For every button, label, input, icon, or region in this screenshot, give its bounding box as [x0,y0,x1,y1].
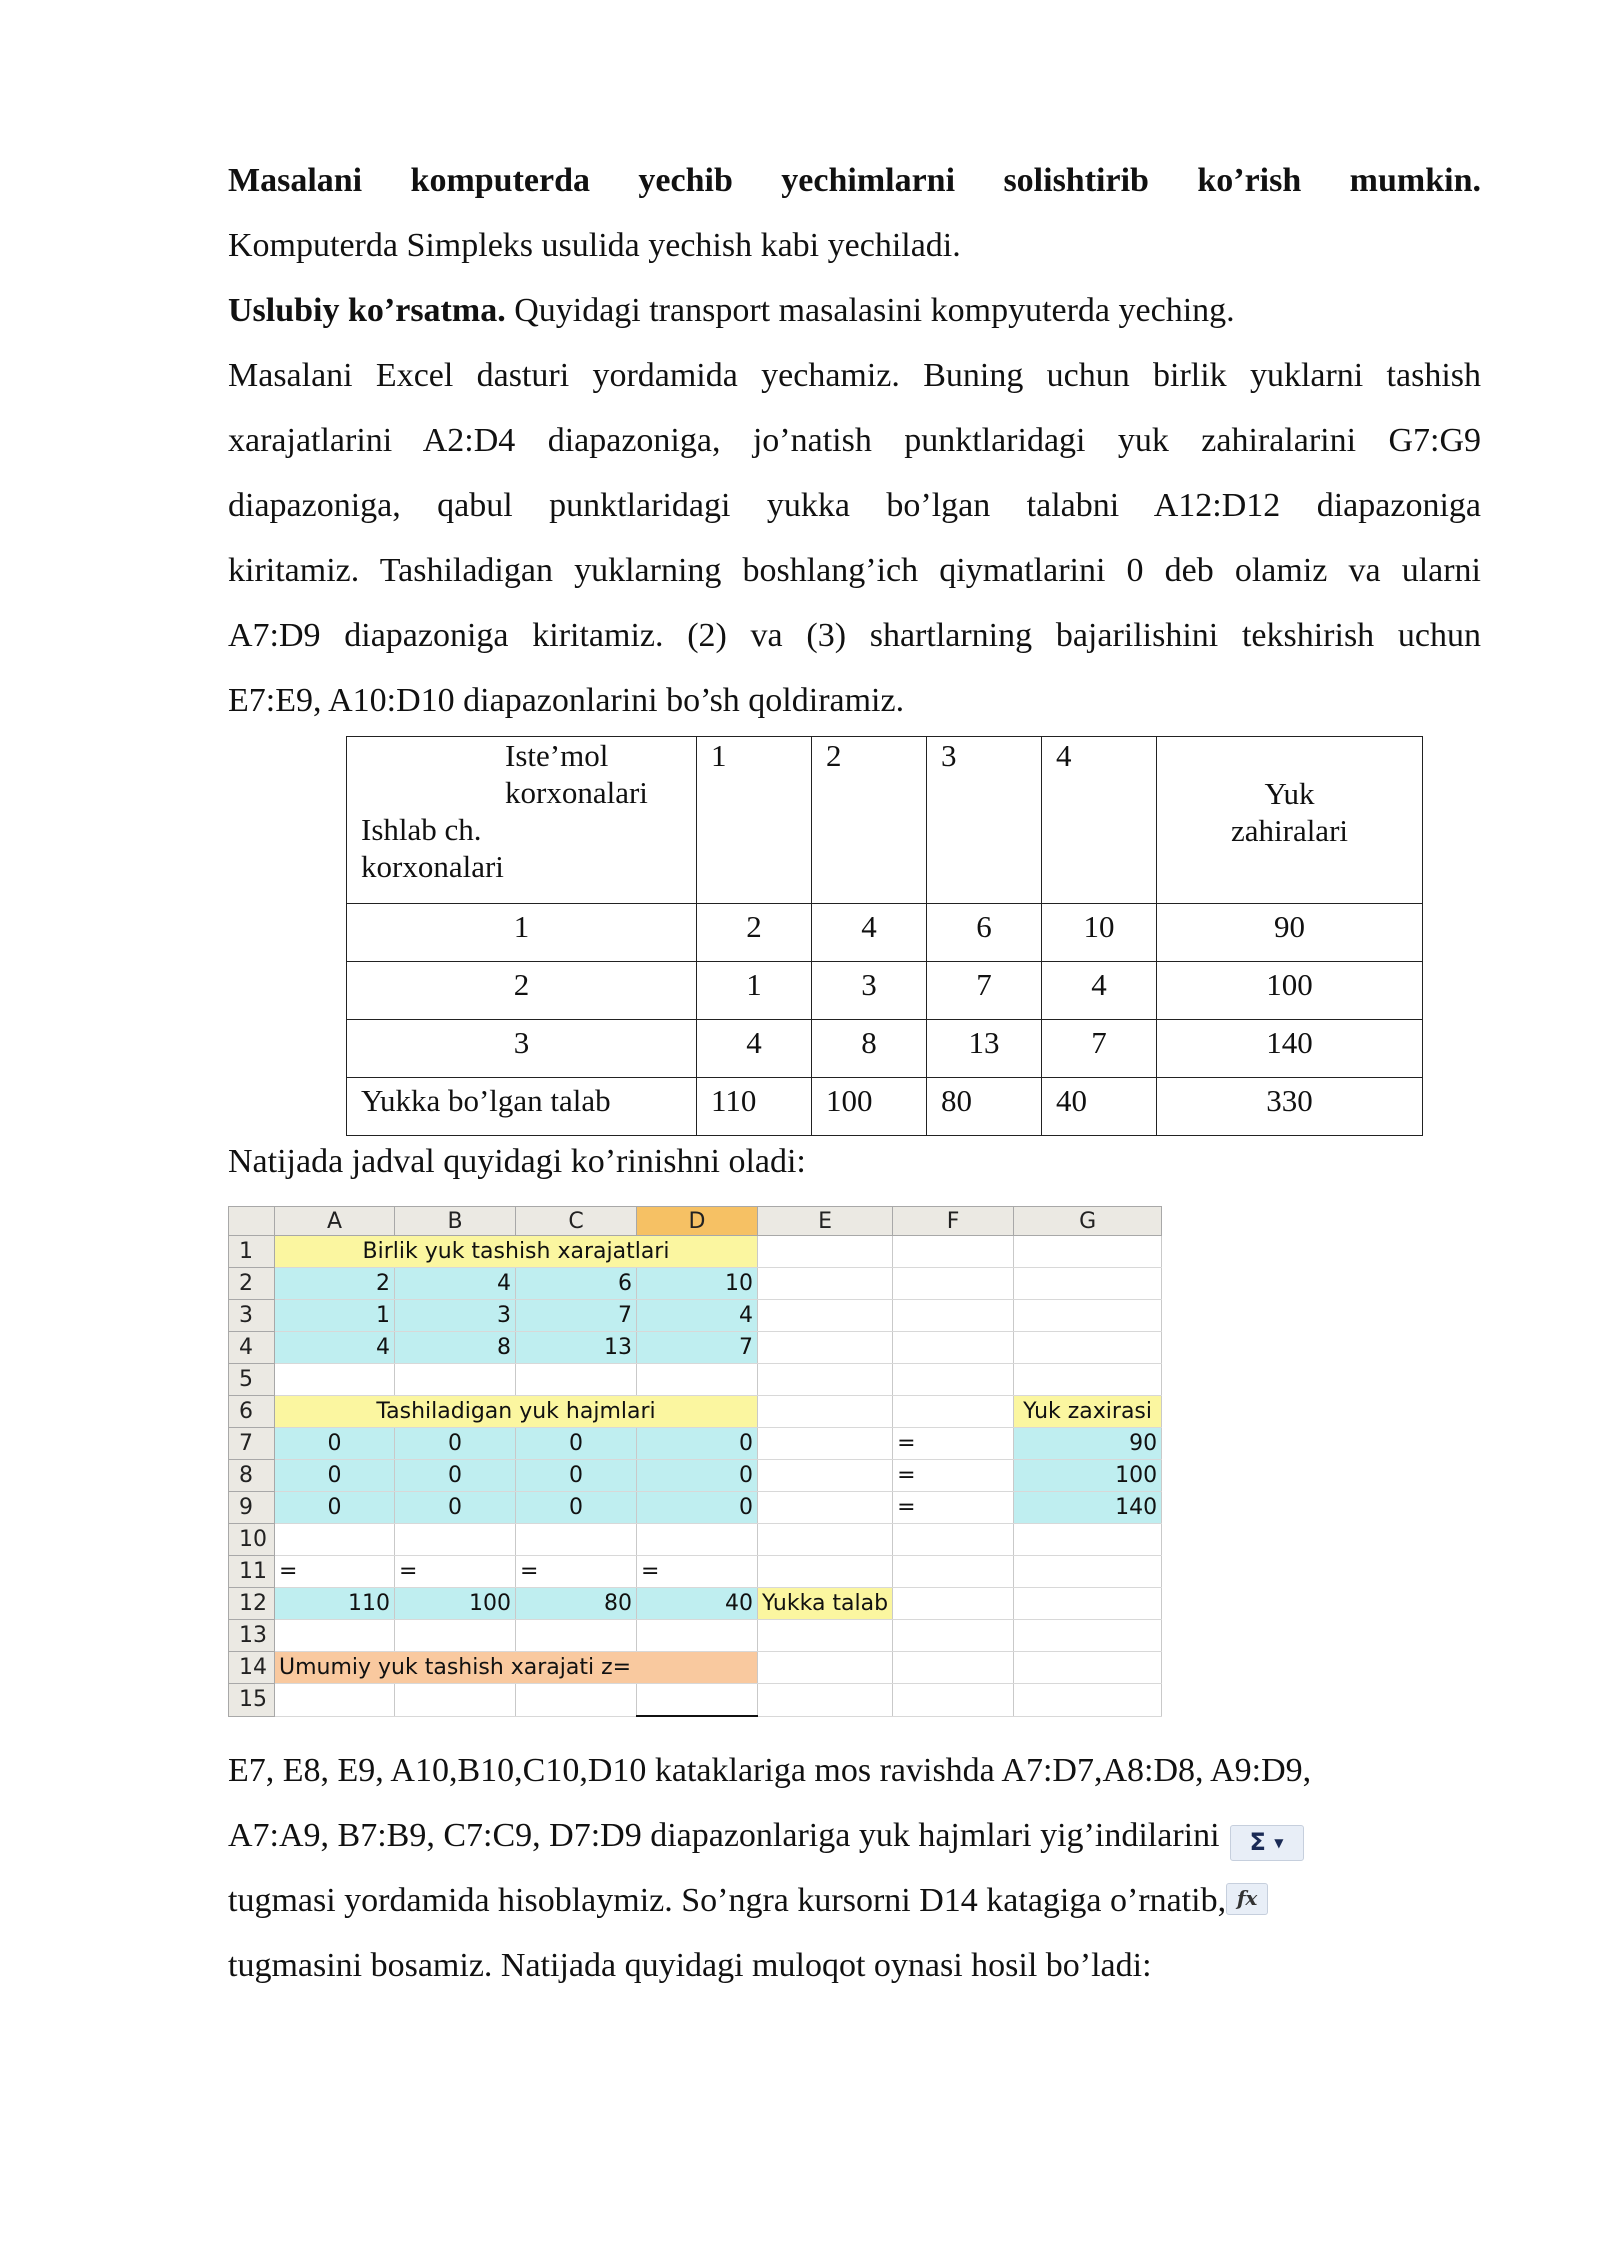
cost-cell: 7 [927,962,1042,1020]
supply-header: Yuk zahiralari [1157,737,1423,904]
row-header[interactable]: 6 [229,1396,275,1428]
table-row [347,1020,1423,1078]
row-header[interactable]: 14 [229,1652,275,1684]
consumer-header-2: 2 [812,737,927,904]
supply-cell: 90 [1157,904,1423,962]
cell[interactable] [275,1684,395,1717]
sheet-row [229,1684,1162,1717]
cell[interactable] [275,1620,395,1652]
sheet-row [229,1268,1162,1300]
supply-cell[interactable]: 140 [1014,1492,1162,1524]
cell[interactable] [758,1492,893,1524]
para2 [228,278,1481,343]
column-header-g[interactable]: G [1014,1207,1162,1236]
para3-line2: xarajatlarini A2:D4 diapazoniga, jo’natish punktlaridagi yuk zahiralarini G7:G9 [228,422,1481,459]
consumer-header-1: 1 [697,737,812,904]
cell[interactable] [758,1428,893,1460]
cost-cell[interactable]: 4 [637,1300,758,1332]
row-header[interactable]: 12 [229,1588,275,1620]
row-header[interactable]: 9 [229,1492,275,1524]
row-header[interactable]: 8 [229,1460,275,1492]
sheet-row [229,1556,1162,1588]
row-header[interactable]: 13 [229,1620,275,1652]
cell[interactable] [637,1524,758,1556]
row-header[interactable]: 10 [229,1524,275,1556]
cell[interactable] [758,1396,893,1428]
cell[interactable] [516,1364,637,1396]
cell[interactable] [516,1684,637,1717]
volume-cell[interactable]: 0 [637,1492,758,1524]
cell[interactable] [1014,1268,1162,1300]
demand-cell: 100 [812,1078,927,1136]
cell[interactable] [758,1556,893,1588]
row-header[interactable]: 2 [229,1268,275,1300]
corner-consumers-label: Iste’mol korxonalari [505,738,648,810]
cell[interactable] [758,1460,893,1492]
sheet-row [229,1396,1162,1428]
para3-line5: A7:D9 diapazoniga kiritamiz. (2) va (3) shartlarning bajarilishini tekshirish uchun [228,617,1481,654]
demand-row [347,1078,1423,1136]
para2-bold: Uslubiy ko’rsatma. [228,292,506,329]
cell[interactable] [758,1236,893,1268]
row-header[interactable]: 11 [229,1556,275,1588]
supply-cell[interactable]: 100 [1014,1460,1162,1492]
demand-cell[interactable]: 110 [275,1588,395,1620]
cost-cell: 10 [1042,904,1157,962]
para3-line3: diapazoniga, qabul punktlaridagi yukka bo’lgan talabni A12:D12 diapazoniga [228,487,1481,524]
table-row [347,904,1423,962]
row-header[interactable]: 7 [229,1428,275,1460]
para2-text: Quyidagi transport masalasini kompyuterda yeching. [505,292,1235,329]
sheet-row [229,1460,1162,1492]
cost-cell[interactable]: 3 [395,1300,516,1332]
cost-cell: 4 [1042,962,1157,1020]
cost-cell: 7 [1042,1020,1157,1078]
eq-cell[interactable]: = [516,1556,637,1588]
cell[interactable] [758,1684,893,1717]
consumer-header-4: 4 [1042,737,1157,904]
cost-cell: 3 [812,962,927,1020]
cell[interactable] [516,1524,637,1556]
cost-cell[interactable]: 6 [516,1268,637,1300]
row-header[interactable]: 1 [229,1236,275,1268]
demand-cell: 110 [697,1078,812,1136]
para5 [228,1738,1481,1998]
para3-line4: kiritamiz. Tashiladigan yuklarning boshlang’ich qiymatlarini 0 deb olamiz va ularni [228,552,1481,589]
cell[interactable] [758,1364,893,1396]
column-header-a[interactable]: A [275,1207,395,1236]
cost-cell: 4 [697,1020,812,1078]
cell[interactable] [395,1364,516,1396]
volume-cell[interactable]: 0 [516,1492,637,1524]
sheet-row [229,1364,1162,1396]
cost-cell[interactable]: 1 [275,1300,395,1332]
cost-cell[interactable]: 8 [395,1332,516,1364]
cell[interactable] [758,1652,893,1684]
producer-label: 3 [347,1020,697,1078]
supply-header-cell[interactable]: Yuk zaxirasi [1014,1396,1162,1428]
para5-line3: tugmasi yordamida hisoblaymiz. So’ngra kursorni D14 katagiga o’rnatib, fx [228,1868,1481,1933]
sheet-row [229,1588,1162,1620]
total-cost-label-cell[interactable]: Umumiy yuk tashish xarajati z= [275,1652,758,1684]
cost-cell[interactable]: 4 [395,1268,516,1300]
cell[interactable] [893,1588,1014,1620]
cell[interactable] [893,1652,1014,1684]
cell[interactable] [893,1620,1014,1652]
para3-line1: Masalani Excel dasturi yordamida yechamiz. Buning uchun birlik yuklarni tashish [228,357,1481,394]
eq-cell[interactable]: = [893,1492,1014,1524]
demand-cell[interactable]: 80 [516,1588,637,1620]
volume-cell[interactable]: 0 [395,1460,516,1492]
cell[interactable] [758,1620,893,1652]
sheet-row [229,1332,1162,1364]
sheet-row [229,1236,1162,1268]
demand-cell: 80 [927,1078,1042,1136]
column-header-row [229,1207,1162,1236]
eq-cell[interactable]: = [395,1556,516,1588]
para1-text: Komputerda Simpleks usulida yechish kabi yechiladi. [228,227,961,264]
cell[interactable] [893,1396,1014,1428]
cell[interactable] [637,1684,758,1717]
cell[interactable] [758,1268,893,1300]
cost-cell: 6 [927,904,1042,962]
spreadsheet-grid [228,1206,1162,1717]
para3-line6: E7:E9, A10:D10 diapazonlarini bo’sh qoldiramiz. [228,682,905,719]
column-header-d[interactable]: D [637,1207,758,1236]
volume-cell[interactable]: 0 [275,1460,395,1492]
autosum-icon: Σ ▼ [1230,1825,1304,1861]
demand-cell: 40 [1042,1078,1157,1136]
row-header[interactable]: 3 [229,1300,275,1332]
producer-label: 1 [347,904,697,962]
cell[interactable] [637,1620,758,1652]
eq-cell[interactable]: = [893,1428,1014,1460]
cell[interactable] [1014,1588,1162,1620]
insert-function-icon: fx [1226,1883,1268,1915]
para4: Natijada jadval quyidagi ko’rinishni oladi: [228,1143,806,1180]
para5-line4: tugmasini bosamiz. Natijada quyidagi muloqot oynasi hosil bo’ladi: [228,1947,1152,1984]
cell[interactable] [893,1300,1014,1332]
sheet-row [229,1652,1162,1684]
cost-cell[interactable]: 7 [637,1332,758,1364]
cost-cell: 8 [812,1020,927,1078]
supply-cell: 140 [1157,1020,1423,1078]
cell[interactable] [758,1332,893,1364]
volume-cell[interactable]: 0 [275,1428,395,1460]
cell[interactable] [395,1524,516,1556]
cell[interactable] [1014,1556,1162,1588]
cell[interactable] [893,1364,1014,1396]
column-header-f[interactable]: F [893,1207,1014,1236]
cell[interactable] [275,1364,395,1396]
cell[interactable] [1014,1620,1162,1652]
cell[interactable] [1014,1652,1162,1684]
costs-header-cell[interactable]: Birlik yuk tashish xarajatlari [275,1236,758,1268]
volume-cell[interactable]: 0 [637,1428,758,1460]
cell[interactable] [893,1236,1014,1268]
sheet-row [229,1428,1162,1460]
select-all-corner[interactable] [229,1207,275,1236]
supply-cell: 100 [1157,962,1423,1020]
cost-cell[interactable]: 2 [275,1268,395,1300]
cell[interactable] [893,1332,1014,1364]
column-header-c[interactable]: C [516,1207,637,1236]
sheet-row [229,1300,1162,1332]
cell[interactable] [893,1268,1014,1300]
para1-bold: Masalani komputerda yechib yechimlarni solishtirib ko’rish mumkin. [228,162,1481,199]
cost-cell[interactable]: 13 [516,1332,637,1364]
eq-cell[interactable]: = [275,1556,395,1588]
cost-cell: 1 [697,962,812,1020]
consumer-header-3: 3 [927,737,1042,904]
eq-cell[interactable]: = [637,1556,758,1588]
transport-table [346,736,1423,1136]
cell[interactable] [395,1684,516,1717]
cell[interactable] [1014,1364,1162,1396]
volume-cell[interactable]: 0 [637,1460,758,1492]
volume-cell[interactable]: 0 [395,1428,516,1460]
cell[interactable] [1014,1684,1162,1717]
cell[interactable] [637,1364,758,1396]
para5-line1: E7, E8, E9, A10,B10,C10,D10 kataklariga mos ravishda A7:D7,A8:D8, A9:D9, [228,1752,1312,1789]
eq-cell[interactable]: = [893,1460,1014,1492]
demand-total: 330 [1157,1078,1423,1136]
column-header-b[interactable]: B [395,1207,516,1236]
table-row [347,962,1423,1020]
corner-cell [347,737,697,904]
cell[interactable] [1014,1332,1162,1364]
cell[interactable] [893,1684,1014,1717]
cost-cell: 4 [812,904,927,962]
sheet-row [229,1524,1162,1556]
cell[interactable] [395,1620,516,1652]
sheet-row [229,1492,1162,1524]
excel-screenshot [228,1206,1162,1717]
sheet-row [229,1620,1162,1652]
cell[interactable] [275,1524,395,1556]
column-header-e[interactable]: E [758,1207,893,1236]
cell[interactable] [758,1524,893,1556]
corner-producers-label: Ishlab ch. korxonalari [361,812,504,884]
supply-cell[interactable]: 90 [1014,1428,1162,1460]
cost-cell[interactable]: 4 [275,1332,395,1364]
cell[interactable] [1014,1300,1162,1332]
cost-cell[interactable]: 7 [516,1300,637,1332]
cell[interactable] [893,1524,1014,1556]
cell[interactable] [1014,1236,1162,1268]
para5-line2: A7:A9, B7:B9, C7:C9, D7:D9 diapazonlariga yuk hajmlari yig’indilarini Σ ▼ [228,1803,1481,1868]
volume-cell[interactable]: 0 [516,1460,637,1492]
cell[interactable] [893,1556,1014,1588]
cost-cell[interactable]: 10 [637,1268,758,1300]
row-header[interactable]: 5 [229,1364,275,1396]
demand-cell[interactable]: 100 [395,1588,516,1620]
cell[interactable] [758,1300,893,1332]
volume-cell[interactable]: 0 [395,1492,516,1524]
producer-label: 2 [347,962,697,1020]
cost-cell: 13 [927,1020,1042,1078]
demand-cell[interactable]: 40 [637,1588,758,1620]
cost-cell: 2 [697,904,812,962]
document-body [228,148,1481,733]
volume-cell[interactable]: 0 [275,1492,395,1524]
demand-label: Yukka bo’lgan talab [347,1078,697,1136]
row-header[interactable]: 4 [229,1332,275,1364]
demand-label-cell[interactable]: Yukka talab [758,1588,893,1620]
volumes-header-cell[interactable]: Tashiladigan yuk hajmlari [275,1396,758,1428]
volume-cell[interactable]: 0 [516,1428,637,1460]
cell[interactable] [1014,1524,1162,1556]
cell[interactable] [516,1620,637,1652]
row-header[interactable]: 15 [229,1684,275,1717]
transport-table-header [347,737,1423,904]
